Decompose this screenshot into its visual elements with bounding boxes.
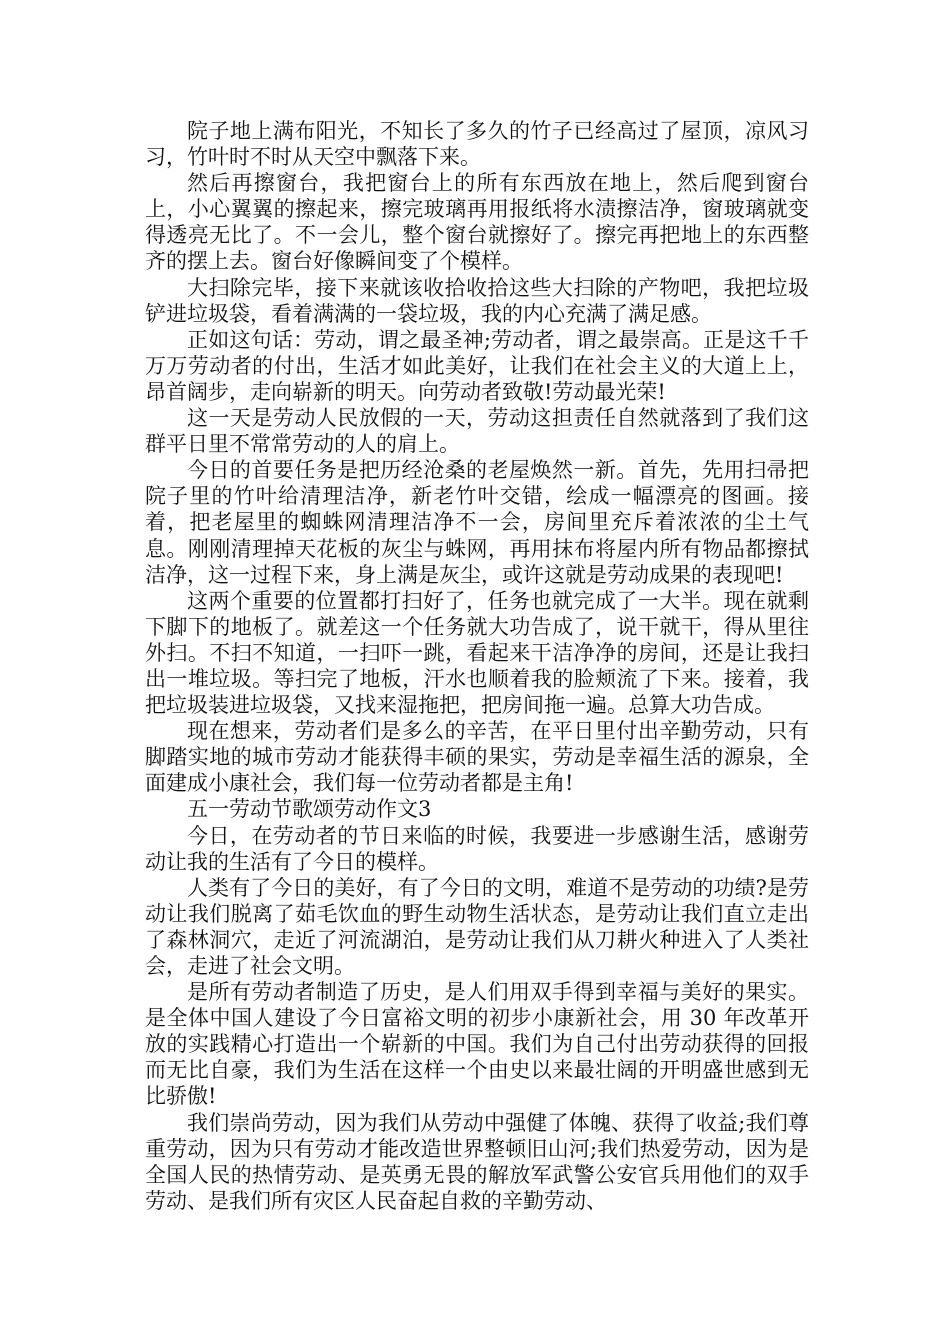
paragraph: 今日的首要任务是把历经沧桑的老屋焕然一新。首先，先用扫帚把院子里的竹叶给清理洁净，新老竹叶交错，绘成一幅漂亮的图画。接着，把老屋里的蜘蛛网清理洁净不一会，房间里充斥着浓浓的尘土气息。刚刚清理掉天花板的灰尘与蛛网，再用抹布将屋内所有物品都擦拭洁净，这一过程下来，身上满是灰尘，或许这就是劳动成果的表现吧! [145, 458, 809, 587]
paragraph: 正如这句话：劳动，谓之最圣神;劳动者，谓之最崇高。正是这千千万万劳动者的付出，生活才如此美好，让我们在社会主义的大道上上，昂首阔步，走向崭新的明天。向劳动者致敬!劳动最光荣! [145, 327, 809, 404]
paragraph: 这一天是劳动人民放假的一天，劳动这担责任自然就落到了我们这群平日里不常常劳动的人的肩上。 [145, 406, 809, 457]
paragraph: 现在想来，劳动者们是多么的辛苦，在平日里付出辛勤劳动，只有脚踏实地的城市劳动才能获得丰硕的果实，劳动是幸福生活的源泉，全面建成小康社会，我们每一位劳动者都是主角! [145, 719, 809, 796]
paragraph: 然后再擦窗台，我把窗台上的所有东西放在地上，然后爬到窗台上，小心翼翼的擦起来，擦完玻璃再用报纸将水渍擦洁净，窗玻璃就变得透亮无比了。不一会儿，整个窗台就擦好了。擦完再把地上的东西整齐的摆上去。窗台好像瞬间变了个模样。 [145, 171, 809, 274]
paragraph: 大扫除完毕，接下来就该收拾收拾这些大扫除的产物吧，我把垃圾铲进垃圾袋，看着满满的一袋垃圾，我的内心充满了满足感。 [145, 275, 809, 326]
paragraph: 今日，在劳动者的节日来临的时候，我要进一步感谢生活，感谢劳动让我的生活有了今日的模样。 [145, 823, 809, 874]
paragraph: 这两个重要的位置都打扫好了，任务也就完成了一大半。现在就剩下脚下的地板了。就差这一个任务就大功告成了，说干就干，得从里往外扫。不扫不知道，一扫吓一跳，看起来干洁净净的房间，还是让我扫出一堆垃圾。等扫完了地板，汗水也顺着我的脸颊流了下来。接着，我把垃圾装进垃圾袋，又找来湿拖把，把房间拖一遍。总算大功告成。 [145, 588, 809, 718]
paragraph: 我们崇尚劳动，因为我们从劳动中强健了体魄、获得了收益;我们尊重劳动，因为只有劳动才能改造世界整顿旧山河;我们热爱劳动，因为是全国人民的热情劳动、是英勇无畏的解放军武警公安官兵用他们的双手劳动、是我们所有灾区人民奋起自救的辛勤劳动、 [145, 1110, 809, 1213]
paragraph: 是所有劳动者制造了历史，是人们用双手得到幸福与美好的果实。是全体中国人建设了今日富裕文明的初步小康新社会，用 30 年改革开放的实践精心打造出一个崭新的中国。我们为自己付出劳动获得的回报而无比自豪，我们为生活在这样一个由史以来最壮阔的开明盛世感到无比骄傲! [145, 980, 809, 1109]
paragraph: 人类有了今日的美好，有了今日的文明，难道不是劳动的功绩?是劳动让我们脱离了茹毛饮血的野生动物生活状态，是劳动让我们直立走出了森林洞穴，走近了河流湖泊，是劳动让我们从刀耕火种进入了人类社会，走进了社会文明。 [145, 875, 809, 978]
section-heading: 五一劳动节歌颂劳动作文3 [187, 797, 432, 822]
document-body [145, 118, 809, 1214]
paragraph: 院子地上满布阳光，不知长了多久的竹子已经高过了屋顶，凉风习习，竹叶时不时从天空中飘落下来。 [145, 119, 809, 170]
